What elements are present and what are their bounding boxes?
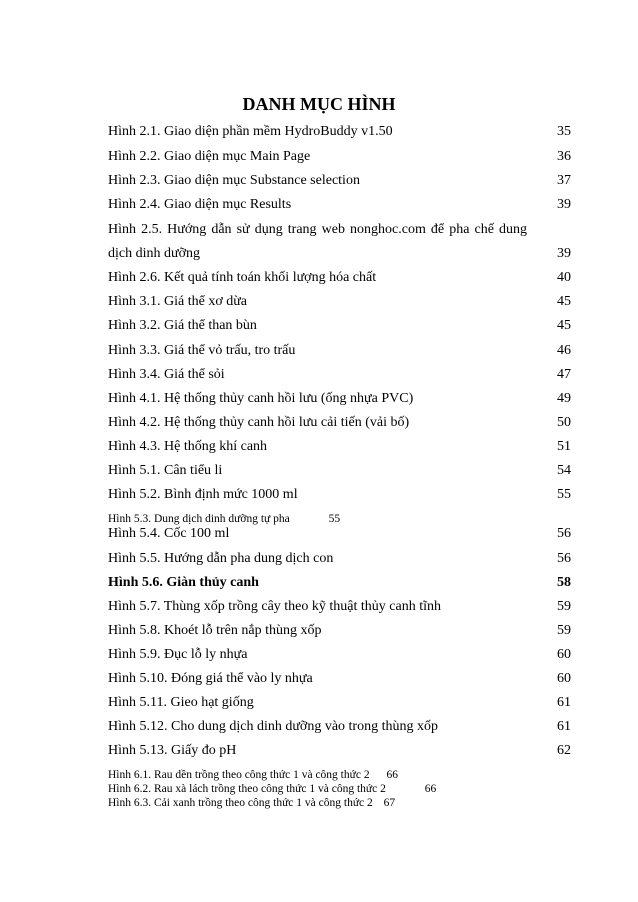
page-title: DANH MỤC HÌNH [242,94,396,114]
toc-entry-page: 47 [557,367,571,382]
toc-entry-label: Hình 5.13. Giấy đo pH [108,743,237,758]
toc-entry-page: 45 [557,318,571,333]
toc-entry-label: Hình 6.2. Rau xà lách trồng theo công thức 1 và công thức 2 [108,783,386,795]
toc-entry-label: Hình 5.4. Cốc 100 ml [108,526,230,541]
toc-entry-label: Hình 5.10. Đóng giá thể vào ly nhựa [108,671,313,686]
toc-entry-page: 37 [557,173,571,188]
toc-entry-label: Hình 2.4. Giao diện mục Results [108,197,292,212]
toc-entry-label: Hình 2.6. Kết quả tính toán khối lượng hóa chất [108,270,377,285]
toc-entry-page: 56 [557,526,571,541]
toc-entry-page: 39 [557,197,571,212]
toc-entry-label: Hình 6.3. Cải xanh trồng theo công thức 1 và công thức 2 [108,797,373,809]
toc-entry-small [108,782,436,796]
toc-entry-page: 60 [557,647,571,662]
toc-entry-page: 59 [557,599,571,614]
toc-entry-small [108,796,395,810]
toc-entry-page: 59 [557,623,571,638]
toc-entry-page: 35 [557,124,571,139]
toc-entry-page: 66 [424,783,437,795]
toc-entry-page: 50 [557,415,571,430]
toc-entry-label: Hình 5.2. Bình định mức 1000 ml [108,487,298,502]
toc-entry-page: 66 [386,769,398,781]
toc-entry-page: 55 [328,513,341,525]
toc-entry-label: Hình 5.3. Dung dịch dinh dưỡng tự pha [108,513,290,525]
toc-entry-label: Hình 5.6. Giàn thủy canh [108,575,259,590]
toc-entry-label: Hình 2.1. Giao diện phần mềm HydroBuddy v1.50 [108,124,393,139]
toc-entry-page: 46 [557,343,571,358]
toc-entry-label: Hình 4.2. Hệ thống thủy canh hồi lưu cải tiến (vải bố) [108,415,410,430]
toc-entry-label: Hình 5.8. Khoét lỗ trên nắp thùng xốp [108,623,322,638]
toc-entry-page: 56 [557,551,571,566]
toc-entry-page: 61 [557,695,571,710]
toc-entry-label: Hình 5.1. Cân tiểu li [108,463,223,478]
toc-entry-label: Hình 3.1. Giá thể xơ dừa [108,294,248,309]
toc-entry-label: Hình 5.9. Đục lỗ ly nhựa [108,647,248,662]
toc-entry-label: Hình 5.7. Thùng xốp trồng cây theo kỹ thuật thủy canh tĩnh [108,599,441,614]
toc-entry-label: Hình 4.3. Hệ thống khí canh [108,439,268,454]
toc-entry-page: 54 [557,463,571,478]
toc-entry-page: 62 [557,743,571,758]
toc-entry-label: Hình 5.5. Hướng dẫn pha dung dịch con [108,551,334,566]
toc-entry-first-line: Hình 2.5. Hướng dẫn sử dụng trang web nonghoc.com để pha chế dung [108,222,527,237]
toc-entry-label: Hình 5.11. Gieo hạt giống [108,695,254,710]
toc-entry-page: 60 [557,671,571,686]
toc-entry-label: Hình 2.2. Giao diện mục Main Page [108,149,311,164]
toc-entry-page: 49 [557,391,571,406]
toc-entry-page: 55 [557,487,571,502]
toc-entry-page: 39 [557,246,571,261]
toc-entry-label: Hình 4.1. Hệ thống thủy canh hồi lưu (ống nhựa PVC) [108,391,414,406]
toc-entry-small [108,512,340,526]
toc-entry-page: 36 [557,149,571,164]
toc-entry-page: 40 [557,270,571,285]
toc-entry-page: 67 [383,797,396,809]
toc-entry-label: Hình 2.3. Giao diện mục Substance selection [108,173,360,188]
toc-entry-page: 61 [557,719,571,734]
toc-entry-label: Hình 3.4. Giá thể sỏi [108,367,225,382]
toc-entry-label: Hình 5.12. Cho dung dịch dinh dưỡng vào trong thùng xốp [108,719,438,734]
toc-entry-label: Hình 3.2. Giá thể than bùn [108,318,257,333]
toc-entry-label: Hình 3.3. Giá thể vỏ trấu, tro trấu [108,343,296,358]
toc-entry-page: 51 [557,439,571,454]
toc-entry-small [108,768,398,782]
toc-entry-label: dịch dinh dưỡng [108,246,200,261]
toc-entry-label: Hình 6.1. Rau dền trồng theo công thức 1 và công thức 2 [108,769,370,781]
toc-entry-page: 58 [557,575,571,590]
toc-entry-page: 45 [557,294,571,309]
